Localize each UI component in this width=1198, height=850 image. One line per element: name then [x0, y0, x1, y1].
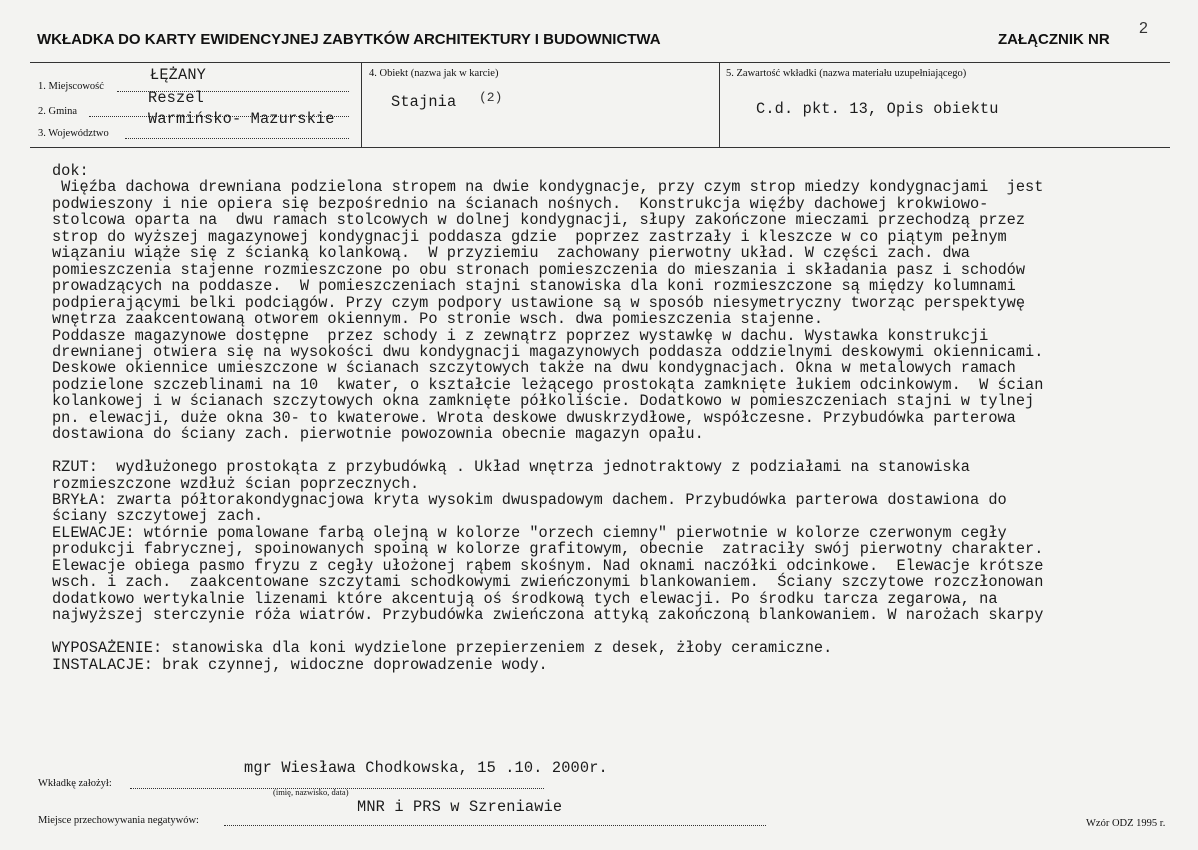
description-line: prowadzących na poddasze. W pomieszczeniach stajni stanowiska dla koni rozmieszczone są między kolumnami	[52, 277, 1016, 296]
box-top-border	[30, 62, 1170, 63]
negatives-location-value: MNR i PRS w Szreniawie	[357, 798, 563, 816]
author-hint: (imię, nazwisko, data)	[273, 787, 349, 797]
description-line: dok:	[52, 162, 89, 180]
description-line: Elewacje obiega pasmo fryzu z cegły ułożonej rąbem skośnym. Nad oknami naczółki odcinkowe. Elewacje krótsze	[52, 556, 1044, 575]
description-line: kolankowej i w ścianach szczytowych okna zamknięte półkoliście. Dodatkowo w pomieszczeniach stajni w tylnej	[52, 392, 1035, 411]
voivodeship-value: Warmińsko- Mazurskie	[148, 110, 335, 128]
author-label: Wkładkę założył:	[38, 778, 112, 789]
description-line: wsch. i zach. zaakcentowane szczytami schodkowymi zwieńczonymi blankowaniem. Ściany szczytowe rozczłonowan	[52, 573, 1044, 592]
description-line: produkcji fabrycznej, spoinowanych spoiną w kolorze grafitowym, obecnie zatraciły swój pierwotny charakter.	[52, 540, 1044, 559]
description-line: Więźba dachowa drewniana podzielona stropem na dwie kondygnacje, przy czym strop miedzy kondygnacjami jest	[52, 178, 1044, 197]
negatives-dotted-line	[224, 825, 766, 826]
object-value: Stajnia	[391, 93, 457, 111]
locality-label: 1. Miejscowość	[38, 81, 104, 92]
description-line: stolcowa oparta na dwu ramach stolcowych w dolnej kondygnacji, słupy zakończone mieczami przechodzą przez	[52, 211, 1026, 230]
description-line: dodatkowo wertykalnie lizenami które akcentują oś środkową tych elewacji. Po środku tarcza zegarowa, na	[52, 589, 998, 608]
column-divider-1	[361, 62, 362, 148]
description-line: Poddasze magazynowe dostępne przez schody i z zewnątrz poprzez wystawkę w dachu. Wystawka konstrukcji	[52, 326, 989, 345]
annex-number-value: 2	[1139, 20, 1148, 37]
negatives-location-label: Miejsce przechowywania negatywów:	[38, 815, 199, 826]
commune-label: 2. Gmina	[38, 106, 78, 117]
commune-value: Reszel	[148, 89, 204, 107]
voivodeship-dotted-line	[125, 138, 349, 139]
insert-content-value: C.d. pkt. 13, Opis obiektu	[756, 100, 999, 118]
object-number: (2)	[479, 90, 503, 105]
description-line: BRYŁA: zwarta półtorakondygnacjowa kryta wysokim dwuspadowym dachem. Przybudówka parterowa dostawiona do	[52, 491, 1007, 509]
author-value: mgr Wiesława Chodkowska, 15 .10. 2000r.	[244, 759, 608, 777]
description-line: pn. elewacji, duże okna 30- to kwaterowe. Wrota deskowe dwuskrzydłowe, współczesne. Przybudówka parterowa	[52, 408, 1016, 427]
object-label: 4. Obiekt (nazwa jak w karcie)	[369, 68, 499, 79]
box-bottom-border	[30, 147, 1170, 148]
voivodeship-label: 3. Województwo	[38, 128, 109, 139]
description-line: Deskowe okiennice umieszczone w ścianach szczytowych także na dwu kondygnacjach. Okna w metalowych ramach	[52, 359, 1016, 378]
description-line: rozmieszczone wzdłuż ścian poprzecznych.	[52, 474, 420, 493]
description-line: wnętrza zaakcentowaną otworem okiennym. Po stronie wsch. dwa pomieszczenia stajenne.	[52, 310, 824, 329]
description-line: dostawiona do ściany zach. pierwotnie powozownia obecnie magazyn opału.	[52, 425, 704, 444]
column-divider-2	[719, 62, 720, 148]
description-line: podzielone szczeblinami na 10 kwater, o kształcie leżącego prostokąta zamknięte łukiem odcinkowym. W ścian	[52, 375, 1044, 394]
insert-content-label: 5. Zawartość wkładki (nazwa materiału uzupełniającego)	[726, 68, 967, 79]
description-line: najwyższej sterczynie róża wiatrów. Przybudówka zwieńczona attyką zakończoną blankowaniem. W narożach skarpy	[52, 606, 1044, 625]
description-line: ELEWACJE: wtórnie pomalowane farbą olejną w kolorze "orzech ciemny" pierwotnie w kolorze czerwonym cegły	[52, 523, 1007, 542]
description-line: wiązaniu wiąże się z ścianką kolankową. W przyziemiu zachowany pierwotny układ. W części zach. dwa	[52, 244, 970, 263]
form-model-note: Wzór ODZ 1995 r.	[1086, 818, 1166, 829]
description-line: WYPOSAŻENIE: stanowiska dla koni wydzielone przepierzeniem z desek, żłoby ceramiczne.	[52, 639, 833, 658]
description-line: strop do wyższej magazynowej kondygnacji poddasza gdzie poprzez zastrzały i kleszcze w co piątym pełnym	[52, 227, 1007, 246]
description-line: INSTALACJE: brak czynnej, widoczne doprowadzenie wody.	[52, 655, 548, 674]
description-line: RZUT: wydłużonego prostokąta z przybudówką . Układ wnętrza jednotraktowy z podziałami na stanowiska	[52, 458, 970, 477]
locality-value: ŁĘŻANY	[150, 66, 206, 84]
annex-number-label: ZAŁĄCZNIK NR	[998, 31, 1110, 48]
description-line: podwieszony i nie opiera się bezpośrednio na ścianach nośnych. Konstrukcja więźby dachowej krokwiowo-	[52, 194, 989, 213]
description-line: ściany szczytowej zach.	[52, 507, 264, 526]
form-title: WKŁADKA DO KARTY EWIDENCYJNEJ ZABYTKÓW ARCHITEKTURY I BUDOWNICTWA	[37, 31, 661, 48]
description-line: podpierającymi belki podciągów. Przy czym podpory ustawione są w sposób niesymetryczny tworząc perspektywę	[52, 293, 1026, 312]
description-line: drewnianej otwiera się na wysokości dwu kondygnacji magazynowych poddasza oddzielnymi deskowymi okiennicami.	[52, 342, 1044, 361]
description-line: pomieszczenia stajenne rozmieszczone po obu stronach pomieszczenia do mieszania i składania pasz i schodów	[52, 260, 1026, 279]
